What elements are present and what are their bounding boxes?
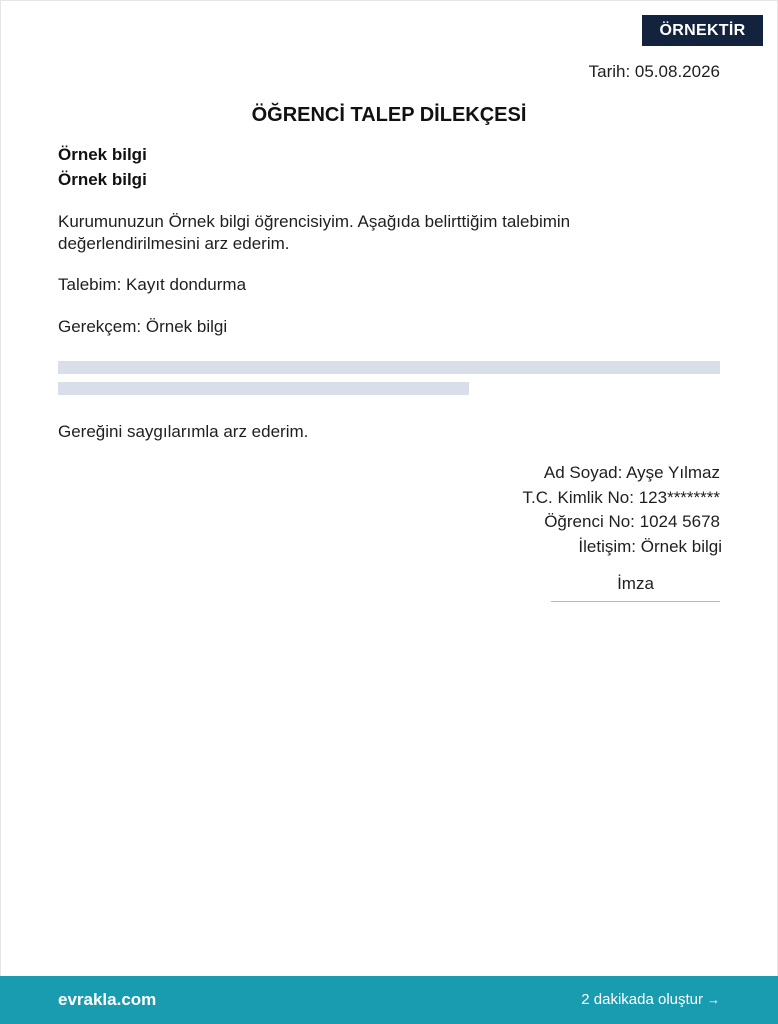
document-title: ÖĞRENCİ TALEP DİLEKÇESİ [251,104,527,126]
arrow-right-icon: → [707,992,720,1007]
signature-student-no: Öğrenci No: 1024 5678 [544,512,720,531]
create-cta-label: 2 dakikada oluştur [581,991,703,1008]
recipient-line-2: Örnek bilgi [58,170,147,189]
recipient-line-1: Örnek bilgi [58,145,147,164]
signature-rule [551,601,720,602]
footer-brand-link[interactable]: evrakla.com [58,990,157,1009]
request-line: Talebim: Kayıt dondurma [58,275,247,294]
footer-bar [0,976,778,1024]
placeholder-bar-2 [58,382,469,395]
intro-paragraph: Kurumunuzun Örnek bilgi öğrencisiyim. Aşağıda belirttiğim talebimin değerlendirilmesini arz ederim. [58,212,571,253]
create-cta-link[interactable] [581,989,720,1011]
reason-line: Gerekçem: Örnek bilgi [58,317,228,336]
signature-contact: İletişim: Örnek bilgi [578,537,722,556]
closing-line: Gereğini saygılarımla arz ederim. [58,422,309,441]
signature-id-number: T.C. Kimlik No: 123******** [522,488,720,507]
signature-label: İmza [617,574,654,593]
signature-name: Ad Soyad: Ayşe Yılmaz [543,463,720,482]
sample-badge: ÖRNEKTİR [642,15,763,46]
document-date: Tarih: 05.08.2026 [588,62,720,81]
placeholder-bar-1 [58,361,720,374]
